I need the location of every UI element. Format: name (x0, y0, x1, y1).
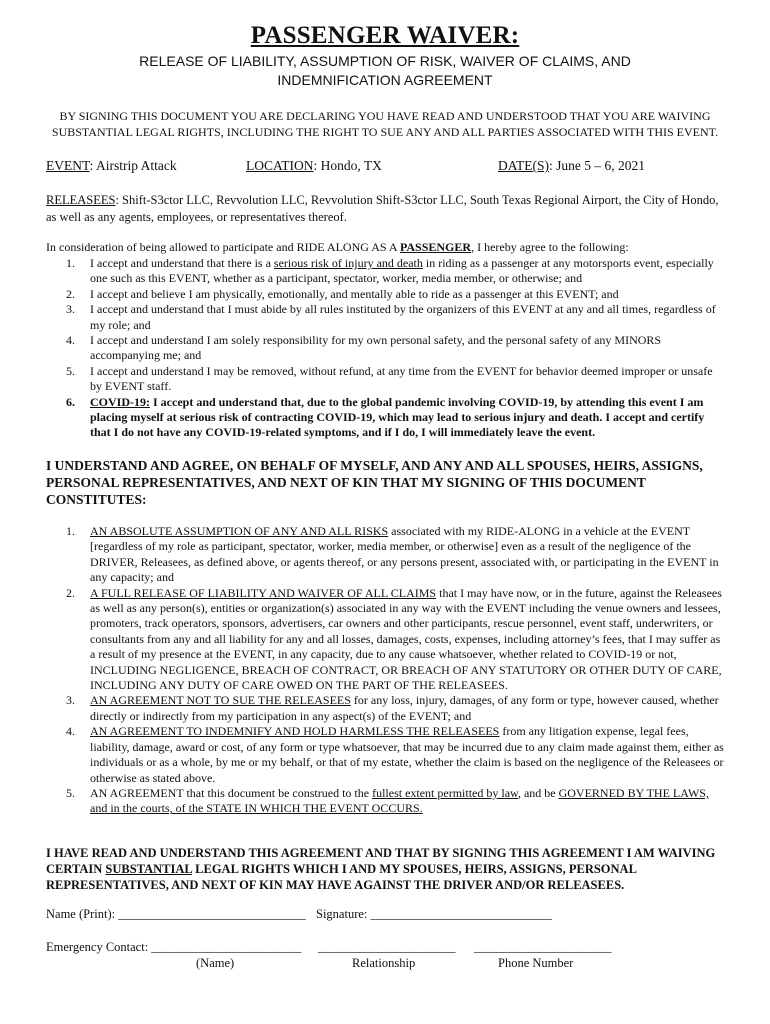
item-number: 3. (66, 693, 75, 708)
item-text: in riding as a passenger at any motorsports event, especially one such as this EVENT, whether as a participant, spectator, worker, media member, or otherwise; and (90, 256, 714, 286)
item-text: associated with my RIDE-ALONG in a vehicle at the EVENT [regardless of my role as participant, spectator, worker, media member, or otherwise] even as a result of the negligence of the DRIVER, Releasees, as defined above, or agents thereof, or any persons present, associated with, or participating in the EVENT in any capacity; and (90, 524, 719, 585)
phone-caption: Phone Number (498, 956, 574, 970)
document-title: PASSENGER WAIVER: (250, 22, 520, 49)
emergency-captions-row (46, 956, 746, 974)
list-item (46, 256, 726, 287)
dates-label: DATE(S) (498, 158, 549, 173)
item-text: I accept and understand I am solely responsibility for my own personal safety, and the personal safety of any MINORS accompanying me; and (90, 333, 662, 363)
item-number: 4. (66, 333, 75, 348)
list-item (46, 287, 726, 302)
item-number: 2. (66, 286, 75, 301)
item-number: 3. (66, 302, 75, 317)
agreement-heading: I UNDERSTAND AND AGREE, ON BEHALF OF MYSELF, AND ANY AND ALL SPOUSES, HEIRS, ASSIGNS, PERSONAL REPRESENTATIVES, AND NEXT OF KIN THAT MY SIGNING OF THIS DOCUMENT CONSTITUTES: (46, 458, 703, 507)
releasees-paragraph (46, 192, 726, 226)
location-label: LOCATION (246, 158, 314, 173)
acceptance-list (46, 256, 726, 441)
event-value: : Airstrip Attack (89, 158, 177, 173)
declaration-paragraph: BY SIGNING THIS DOCUMENT YOU ARE DECLARING YOU HAVE READ AND UNDERSTOOD THAT YOU ARE WAIVING SUBSTANTIAL LEGAL RIGHTS, INCLUDING THE RIGHT TO SUE ANY AND ALL PARTIES ASSOCIATED WITH THIS EVENT. (51, 109, 719, 139)
item-number: 4. (66, 724, 75, 739)
list-item (46, 586, 726, 694)
item-emphasis: GOVERNED BY THE LAWS, and in the courts, of the STATE IN WHICH THE EVENT OCCURS. (90, 785, 709, 816)
item-emphasis: AN AGREEMENT TO INDEMNIFY AND HOLD HARMLESS THE RELEASEES (90, 724, 500, 739)
list-item (46, 333, 726, 364)
item-text: I accept and believe I am physically, emotionally, and mentally able to ride as a passenger at this EVENT; and (90, 286, 619, 301)
item-number: 1. (66, 524, 75, 538)
consideration-text: In consideration of being allowed to participate and RIDE ALONG AS A (46, 240, 400, 254)
passenger-keyword: PASSENGER (399, 240, 472, 254)
location-value: : Hondo, TX (313, 158, 382, 173)
relationship-field[interactable]: ______________________ (318, 940, 456, 954)
substantial-keyword: SUBSTANTIAL (105, 862, 193, 876)
item-emphasis: A FULL RELEASE OF LIABILITY AND WAIVER OF ALL CLAIMS (90, 585, 437, 600)
item-emphasis: fullest extent permitted by law (372, 785, 518, 800)
item-text: I accept and understand I may be removed, without refund, at any time from the EVENT for behavior deemed improper or unsafe by EVENT staff. (90, 363, 713, 394)
releasees-text: : Shift-S3ctor LLC, Revvolution LLC, Revvolution Shift-S3ctor LLC, South Texas Regional Airport, the City of Hondo, as well as any agents, employees, or representatives thereof. (46, 193, 719, 224)
item-number: 1. (66, 256, 75, 270)
item-text: from any litigation expense, legal fees, liability, damage, award or cost, of any form or type whatsoever, that may be incurred due to any claim made against them, either as individuals or as a whole, by me or my behalf, or that of my estate, whether the claim is based on the negligence of the Releasees or otherwise as stated above. (90, 724, 724, 785)
item-emphasis: serious risk of injury and death (273, 256, 423, 270)
item-number: 5. (66, 363, 75, 378)
phone-number-field[interactable]: ______________________ (474, 940, 612, 954)
subtitle-line-1: RELEASE OF LIABILITY, ASSUMPTION OF RISK, WAIVER OF CLAIMS, AND (139, 53, 631, 69)
item-text: AN AGREEMENT that this document be construed to the (90, 785, 373, 800)
releasees-label: RELEASEES (46, 193, 116, 207)
signature-row (46, 907, 746, 925)
list-item (46, 364, 726, 395)
dates-field (498, 158, 645, 174)
dates-value: : June 5 – 6, 2021 (549, 158, 645, 173)
name-caption: (Name) (196, 956, 235, 970)
location-field (246, 158, 382, 174)
item-text: I accept and understand that there is a (90, 256, 274, 270)
constitutes-list (46, 524, 726, 817)
consideration-intro (46, 240, 736, 255)
list-item (46, 524, 726, 586)
item-emphasis: AN ABSOLUTE ASSUMPTION OF ANY AND ALL RISKS (90, 524, 389, 538)
list-item (46, 786, 726, 817)
name-print-field[interactable]: Name (Print): ______________________________ (46, 907, 306, 921)
event-field (46, 158, 177, 174)
relationship-caption: Relationship (352, 956, 416, 970)
list-item (46, 302, 726, 333)
list-item (46, 724, 726, 786)
item-number: 2. (66, 585, 75, 600)
item-emphasis: AN AGREEMENT NOT TO SUE THE RELEASEES (90, 693, 351, 708)
final-text: I HAVE READ AND UNDERSTAND THIS AGREEMENT AND THAT BY SIGNING THIS AGREEMENT I AM WAIVING CERTAIN (46, 846, 716, 876)
final-text-tail: LEGAL RIGHTS WHICH I AND MY SPOUSES, HEIRS, ASSIGNS, PERSONAL REPRESENTATIVES, AND NEXT OF KIN MAY HAVE AGAINST THE DRIVER AND/OR RELEASEES. (46, 862, 637, 892)
list-item (46, 693, 726, 724)
covid-label: COVID-19: (90, 394, 150, 409)
item-text: that I may have now, or in the future, against the Releasees as well as any person(s), entities or organization(s) associated in any way with the EVENT including the venue owners and lessees, promoters, track operators, sponsors, advertisers, car owners and other participants, rescue personnel, event staff, underwriters, or consultants from any and all liability for any and all losses, damages, costs, expenses, including attorney’s fees, that I may suffer as a result of my presence at the EVENT, in any capacity, due to any cause whatsoever, whether related to COVID-19 or not, INCLUDING NEGLIGENCE, BREACH OF CONTRACT, OR BREACH OF ANY STATUTORY OR OTHER DUTY OF CARE, INCLUDING ANY DUTY OF CARE OWED ON THE PART OF THE RELEASEES. (90, 585, 722, 693)
item-text: , and be (517, 785, 559, 800)
emergency-contact-name-field[interactable]: Emergency Contact: ________________________ (46, 940, 302, 954)
item-text: for any loss, injury, damages, of any form or type, however caused, whether directly or indirectly from my participation in any aspect(s) of the EVENT; and (90, 693, 719, 723)
item-number: 5. (66, 785, 75, 800)
event-details-row (46, 158, 746, 178)
item-number: 6. (66, 394, 75, 409)
final-acknowledgement (46, 845, 726, 893)
event-label: EVENT (46, 158, 90, 173)
item-text: I accept and understand that, due to the global pandemic involving COVID-19, by attending this event I am placing myself at serious risk of contracting COVID-19, which may lead to serious injury and death. I accept and certify that I do not have any COVID-19-related symptoms, and if I do, I will immediately leave the event. (90, 394, 705, 440)
consideration-tail: , I hereby agree to the following: (471, 240, 629, 254)
list-item-covid (46, 395, 726, 441)
item-text: I accept and understand that I must abide by all rules instituted by the organizers of this EVENT at any and all times, regardless of my role; and (90, 302, 716, 332)
document-subtitle (90, 52, 680, 90)
signature-field[interactable]: Signature: _____________________________ (316, 907, 552, 921)
subtitle-line-2: INDEMNIFICATION AGREEMENT (277, 72, 493, 88)
